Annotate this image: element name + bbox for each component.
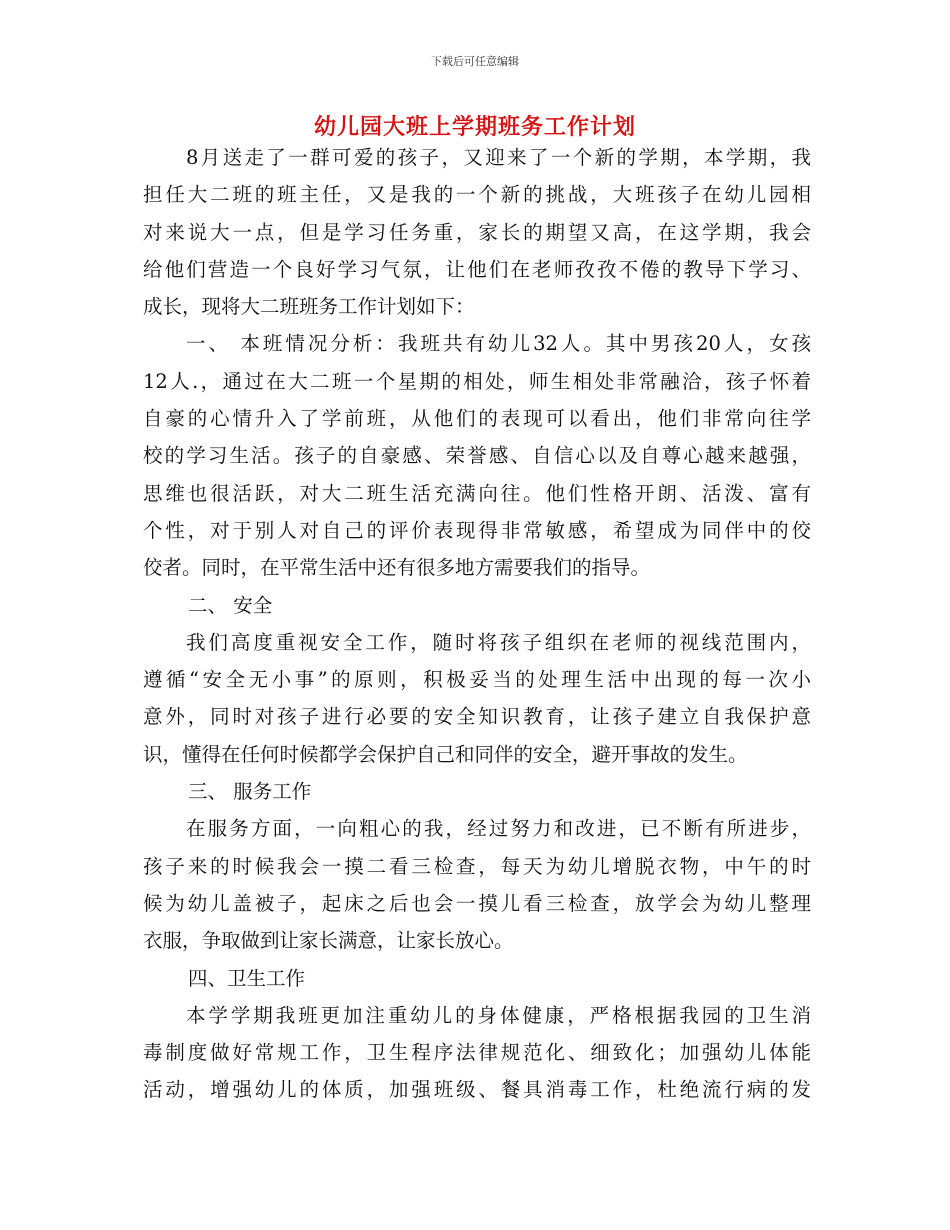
paragraph-line: 8月送走了一群可爱的孩子，又迎来了一个新的学期，本学期，我 bbox=[186, 146, 811, 169]
paragraph-line: 成长，现将大二班班务工作计划如下： bbox=[143, 295, 475, 319]
document-body bbox=[143, 139, 811, 1109]
paragraph-line: 担任大二班的班主任，又是我的一个新的挑战，大班孩子在幼儿园相 bbox=[143, 183, 811, 207]
section-heading: 四、卫生工作 bbox=[188, 966, 306, 990]
section-heading-line: 一、 本班情况分析：我班共有幼儿32人。其中男孩20人，女孩 bbox=[186, 332, 811, 356]
paragraph-line: 衣服，争取做到让家长满意，让家长放心。 bbox=[143, 929, 514, 953]
paragraph-line: 本学学期我班更加注重幼儿的身体健康，严格根据我园的卫生消 bbox=[186, 1003, 811, 1027]
paragraph-line: 对来说大一点，但是学习任务重，家长的期望又高，在这学期，我会 bbox=[143, 220, 811, 244]
section-heading: 三、 服务工作 bbox=[188, 780, 312, 804]
paragraph-line: 校的学习生活。孩子的自豪感、荣誉感、自信心以及自尊心越来越强， bbox=[143, 444, 811, 468]
paragraph-line: 思维也很活跃，对大二班生活充满向往。他们性格开朗、活泼、富有 bbox=[143, 481, 811, 505]
paragraph-line: 毒制度做好常规工作，卫生程序法律规范化、细致化；加强幼儿体能 bbox=[143, 1041, 811, 1065]
paragraph-line: 我们高度重视安全工作，随时将孩子组织在老师的视线范围内， bbox=[186, 630, 811, 654]
paragraph-line: 遵循“安全无小事”的原则，积极妥当的处理生活中出现的每一次小 bbox=[143, 668, 811, 692]
section-heading: 二、 安全 bbox=[188, 593, 273, 617]
paragraph-line: 在服务方面，一向粗心的我，经过努力和改进，已不断有所进步， bbox=[186, 817, 811, 841]
paragraph-line: 12人.，通过在大二班一个星期的相处，师生相处非常融洽，孩子怀着 bbox=[143, 369, 811, 393]
paragraph-line: 候为幼儿盖被子，起床之后也会一摸儿看三检查，放学会为幼儿整理 bbox=[143, 891, 811, 915]
document-title: 幼儿园大班上学期班务工作计划 bbox=[313, 114, 636, 140]
paragraph-line: 个性，对于别人对自己的评价表现得非常敏感，希望成为同伴中的佼 bbox=[143, 518, 811, 542]
paragraph-line: 意外，同时对孩子进行必要的安全知识教育，让孩子建立自我保护意 bbox=[143, 705, 811, 729]
paragraph-line: 活动，增强幼儿的体质，加强班级、餐具消毒工作，杜绝流行病的发 bbox=[143, 1078, 811, 1102]
paragraph-line: 识，懂得在任何时候都学会保护自己和同伴的安全，避开事故的发生。 bbox=[143, 742, 748, 766]
header-note: 下载后可任意编辑 bbox=[431, 55, 519, 68]
paragraph-line: 自豪的心情升入了学前班，从他们的表现可以看出，他们非常向往学 bbox=[143, 407, 811, 431]
paragraph-line: 佼者。同时，在平常生活中还有很多地方需要我们的指导。 bbox=[143, 556, 651, 580]
paragraph-line: 给他们营造一个良好学习气氛，让他们在老师孜孜不倦的教导下学习、 bbox=[143, 257, 811, 281]
paragraph-line: 孩子来的时候我会一摸二看三检查，每天为幼儿增脱衣物，中午的时 bbox=[143, 854, 811, 878]
